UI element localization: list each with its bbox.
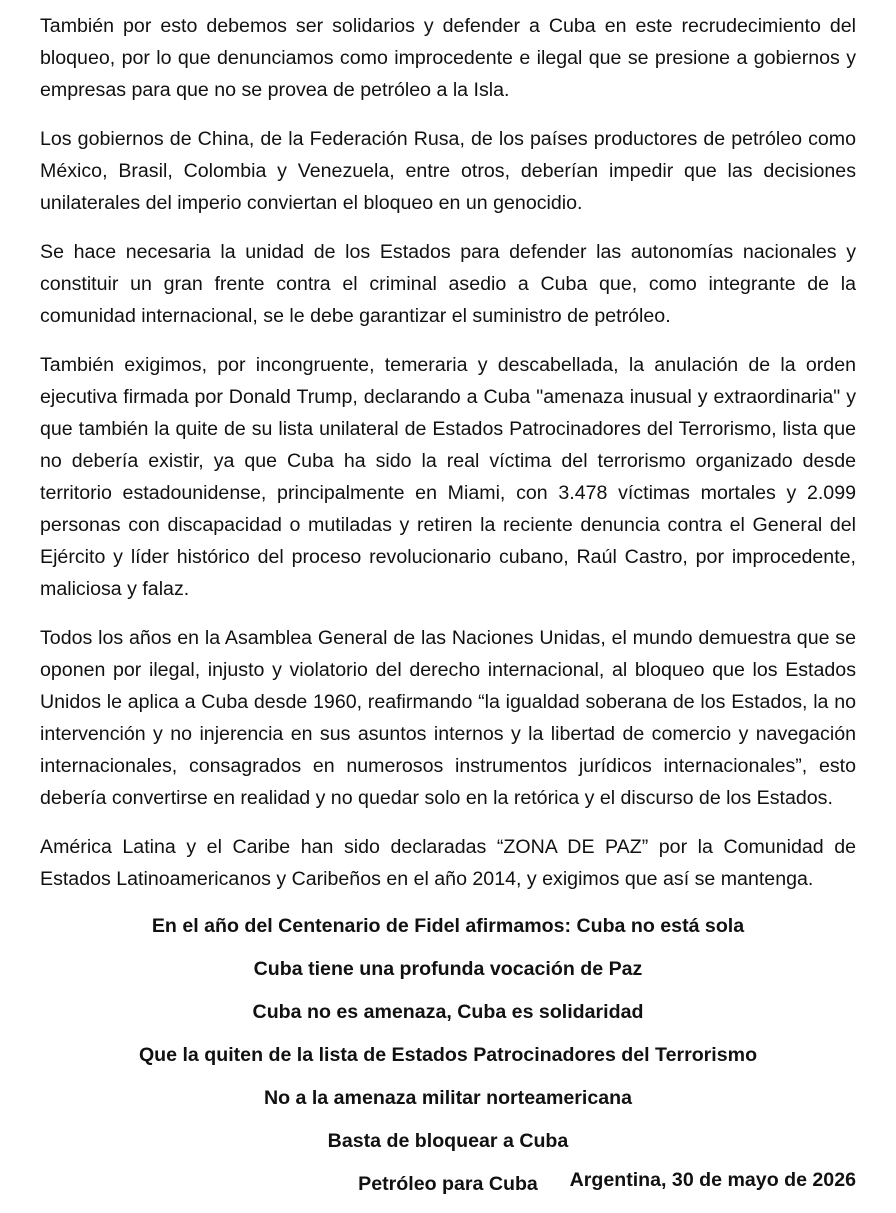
signature-date: Argentina, 30 de mayo de 2026 xyxy=(569,1169,856,1191)
slogan-oil: Petróleo para Cuba xyxy=(358,1173,538,1195)
paragraph-united-nations: Todos los años en la Asamblea General de las Naciones Unidas, el mundo demuestra que se oponen por ilegal, injusto y violatorio del derecho internacional, al bloqueo que los Estados Unidos le aplica a Cuba desde 1960, reafirmando “la igualdad soberana de los Estados, la no intervención y no injerencia en sus asuntos internos y la libertad de comercio y navegación internacionales, consagrados en numerosos instrumentos jurídicos internacionales”, esto debería convertirse en realidad y no quedar solo en la retórica y el discurso de los Estados. xyxy=(40,627,856,809)
slogan-peace-vocation: Cuba tiene una profunda vocación de Paz xyxy=(253,958,643,980)
paragraph-state-unity: Se hace necesaria la unidad de los Estados para defender las autonomías nacionales y constituir un gran frente contra el criminal asedio a Cuba que, como integrante de la comunidad internacional, se le debe garantizar el suministro de petróleo. xyxy=(40,241,856,327)
slogan-terrorism-list: Que la quiten de la lista de Estados Patrocinadores del Terrorismo xyxy=(138,1044,758,1066)
document-body xyxy=(40,10,856,1213)
paragraph-executive-order: También exigimos, por incongruente, temeraria y descabellada, la anulación de la orden ejecutiva firmada por Donald Trump, declarando a Cuba "amenaza inusual y extraordinaria" y que también la quite de su lista unilateral de Estados Patrocinadores del Terrorismo, lista que no debería existir, ya que Cuba ha sido la real víctima del terrorismo organizado desde territorio estadounidense, principalmente en Miami, con 3.478 víctimas mortales y 2.099 personas con discapacidad o mutiladas y retiren la reciente denuncia contra el General del Ejército y líder histórico del proceso revolucionario cubano, Raúl Castro, por improcedente, maliciosa y falaz. xyxy=(40,354,856,600)
paragraph-governments: Los gobiernos de China, de la Federación Rusa, de los países productores de petróleo como México, Brasil, Colombia y Venezuela, entre otros, deberían impedir que las decisiones unilaterales del imperio conviertan el bloqueo en un genocidio. xyxy=(40,128,856,214)
paragraph-solidarity: También por esto debemos ser solidarios y defender a Cuba en este recrudecimiento del bloqueo, por lo que denunciamos como improcedente e ilegal que se presione a gobiernos y empresas para que no se provea de petróleo a la Isla. xyxy=(40,15,856,101)
slogan-centenario: En el año del Centenario de Fidel afirmamos: Cuba no está sola xyxy=(151,915,745,937)
paragraph-peace-zone: América Latina y el Caribe han sido declaradas “ZONA DE PAZ” por la Comunidad de Estados Latinoamericanos y Caribeños en el año 2014, y exigimos que así se mantenga. xyxy=(40,836,856,890)
slogan-blockade: Basta de bloquear a Cuba xyxy=(327,1130,569,1152)
slogan-military-threat: No a la amenaza militar norteamericana xyxy=(263,1087,633,1109)
slogan-solidarity: Cuba no es amenaza, Cuba es solidaridad xyxy=(252,1001,644,1023)
